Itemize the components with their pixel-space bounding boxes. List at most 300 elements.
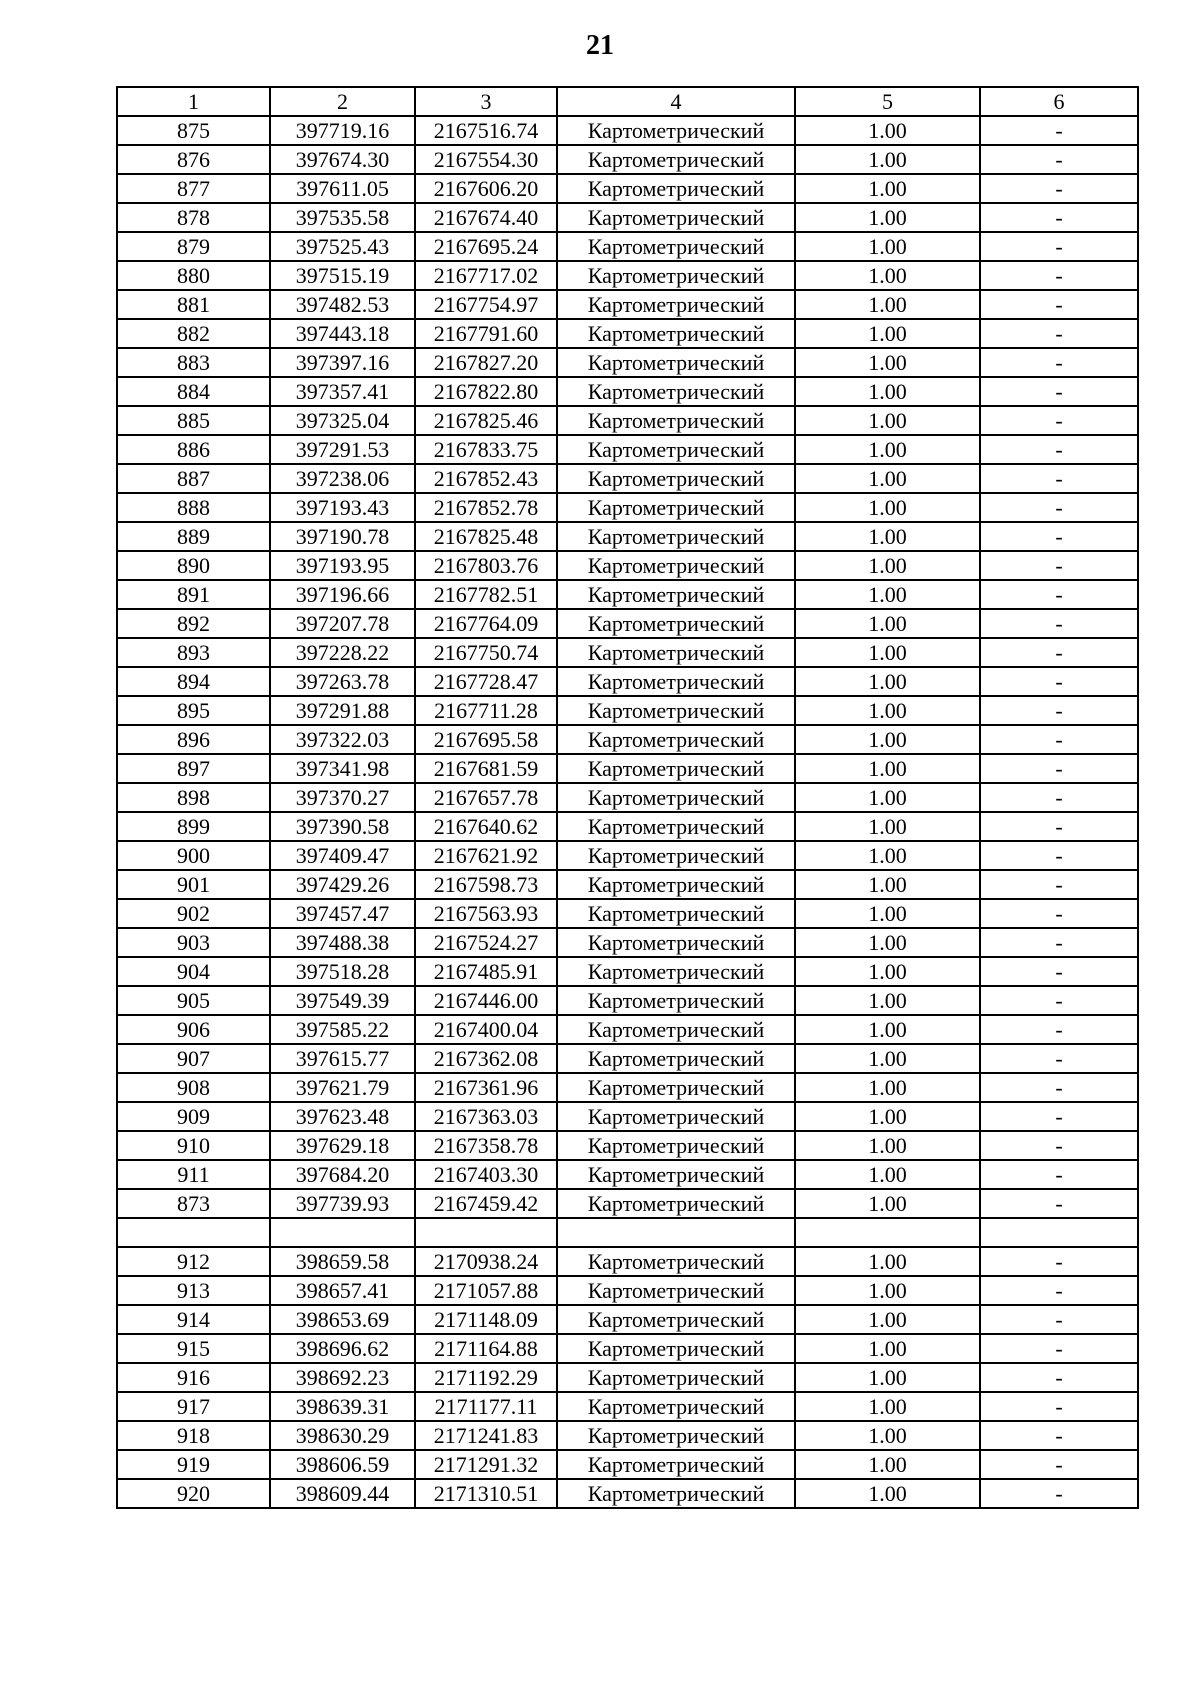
accuracy-cell: 1.00: [795, 1189, 980, 1218]
point-number-cell: 881: [117, 290, 270, 319]
method-cell: Картометрический: [557, 261, 795, 290]
method-cell: Картометрический: [557, 145, 795, 174]
method-cell: Картометрический: [557, 1102, 795, 1131]
method-cell: Картометрический: [557, 116, 795, 145]
x-coordinate-cell: 397325.04: [270, 406, 415, 435]
x-coordinate-cell: 398696.62: [270, 1334, 415, 1363]
x-coordinate-cell: 397611.05: [270, 174, 415, 203]
x-coordinate-cell: 397674.30: [270, 145, 415, 174]
accuracy-cell: 1.00: [795, 551, 980, 580]
method-cell: Картометрический: [557, 1363, 795, 1392]
point-number-cell: 913: [117, 1276, 270, 1305]
note-cell: -: [980, 957, 1138, 986]
accuracy-cell: 1.00: [795, 899, 980, 928]
note-cell: -: [980, 145, 1138, 174]
accuracy-cell: 1.00: [795, 348, 980, 377]
table-row: [117, 667, 1138, 696]
note-cell: -: [980, 667, 1138, 696]
method-cell: [557, 1218, 795, 1247]
point-number-cell: 906: [117, 1015, 270, 1044]
y-coordinate-cell: [415, 1218, 557, 1247]
table-row: [117, 928, 1138, 957]
x-coordinate-cell: 398657.41: [270, 1276, 415, 1305]
table-row: [117, 203, 1138, 232]
accuracy-cell: 1.00: [795, 522, 980, 551]
table-row: [117, 1305, 1138, 1334]
y-coordinate-cell: 2167681.59: [415, 754, 557, 783]
y-coordinate-cell: 2167361.96: [415, 1073, 557, 1102]
note-cell: -: [980, 1392, 1138, 1421]
table-row: [117, 812, 1138, 841]
method-cell: Картометрический: [557, 725, 795, 754]
y-coordinate-cell: 2167524.27: [415, 928, 557, 957]
y-coordinate-cell: 2167640.62: [415, 812, 557, 841]
method-cell: Картометрический: [557, 232, 795, 261]
table-row: [117, 1044, 1138, 1073]
point-number-cell: 888: [117, 493, 270, 522]
y-coordinate-cell: 2167657.78: [415, 783, 557, 812]
x-coordinate-cell: 397684.20: [270, 1160, 415, 1189]
note-cell: -: [980, 609, 1138, 638]
note-cell: -: [980, 580, 1138, 609]
column-header: 6: [980, 87, 1138, 116]
x-coordinate-cell: 397207.78: [270, 609, 415, 638]
accuracy-cell: 1.00: [795, 116, 980, 145]
x-coordinate-cell: 397322.03: [270, 725, 415, 754]
x-coordinate-cell: 397525.43: [270, 232, 415, 261]
y-coordinate-cell: 2167400.04: [415, 1015, 557, 1044]
y-coordinate-cell: 2170938.24: [415, 1247, 557, 1276]
point-number-cell: 878: [117, 203, 270, 232]
note-cell: -: [980, 116, 1138, 145]
point-number-cell: 903: [117, 928, 270, 957]
table-row: [117, 638, 1138, 667]
accuracy-cell: 1.00: [795, 1450, 980, 1479]
y-coordinate-cell: 2167852.43: [415, 464, 557, 493]
accuracy-cell: 1.00: [795, 667, 980, 696]
accuracy-cell: 1.00: [795, 203, 980, 232]
point-number-cell: 886: [117, 435, 270, 464]
note-cell: -: [980, 290, 1138, 319]
point-number-cell: [117, 1218, 270, 1247]
x-coordinate-cell: 397549.39: [270, 986, 415, 1015]
method-cell: Картометрический: [557, 1392, 795, 1421]
table-row: [117, 783, 1138, 812]
point-number-cell: 880: [117, 261, 270, 290]
method-cell: Картометрический: [557, 1044, 795, 1073]
note-cell: -: [980, 1160, 1138, 1189]
accuracy-cell: 1.00: [795, 406, 980, 435]
table-row: [117, 116, 1138, 145]
method-cell: Картометрический: [557, 870, 795, 899]
note-cell: -: [980, 1073, 1138, 1102]
accuracy-cell: 1.00: [795, 580, 980, 609]
table-row: [117, 609, 1138, 638]
y-coordinate-cell: 2167598.73: [415, 870, 557, 899]
x-coordinate-cell: 397429.26: [270, 870, 415, 899]
y-coordinate-cell: 2167362.08: [415, 1044, 557, 1073]
note-cell: -: [980, 1421, 1138, 1450]
table-row: [117, 754, 1138, 783]
note-cell: -: [980, 1102, 1138, 1131]
accuracy-cell: 1.00: [795, 145, 980, 174]
accuracy-cell: 1.00: [795, 1247, 980, 1276]
table-row: [117, 580, 1138, 609]
point-number-cell: 885: [117, 406, 270, 435]
x-coordinate-cell: 397291.88: [270, 696, 415, 725]
point-number-cell: 905: [117, 986, 270, 1015]
y-coordinate-cell: 2167803.76: [415, 551, 557, 580]
note-cell: -: [980, 261, 1138, 290]
point-number-cell: 917: [117, 1392, 270, 1421]
x-coordinate-cell: 397482.53: [270, 290, 415, 319]
y-coordinate-cell: 2167717.02: [415, 261, 557, 290]
method-cell: Картометрический: [557, 899, 795, 928]
x-coordinate-cell: 398659.58: [270, 1247, 415, 1276]
note-cell: -: [980, 464, 1138, 493]
table-row: [117, 1189, 1138, 1218]
x-coordinate-cell: 397190.78: [270, 522, 415, 551]
table-row: [117, 261, 1138, 290]
x-coordinate-cell: 398639.31: [270, 1392, 415, 1421]
accuracy-cell: 1.00: [795, 754, 980, 783]
note-cell: -: [980, 1044, 1138, 1073]
note-cell: -: [980, 493, 1138, 522]
note-cell: -: [980, 551, 1138, 580]
accuracy-cell: 1.00: [795, 232, 980, 261]
y-coordinate-cell: 2171164.88: [415, 1334, 557, 1363]
y-coordinate-cell: 2171241.83: [415, 1421, 557, 1450]
note-cell: -: [980, 783, 1138, 812]
note-cell: -: [980, 1276, 1138, 1305]
accuracy-cell: 1.00: [795, 1334, 980, 1363]
table-row: [117, 1247, 1138, 1276]
method-cell: Картометрический: [557, 377, 795, 406]
method-cell: Картометрический: [557, 667, 795, 696]
coordinates-table: [116, 86, 1139, 1509]
method-cell: Картометрический: [557, 1073, 795, 1102]
table-row: [117, 319, 1138, 348]
accuracy-cell: 1.00: [795, 1160, 980, 1189]
point-number-cell: 920: [117, 1479, 270, 1508]
page-number: 21: [586, 30, 614, 61]
note-cell: -: [980, 1363, 1138, 1392]
method-cell: Картометрический: [557, 696, 795, 725]
note-cell: -: [980, 1334, 1138, 1363]
x-coordinate-cell: 397457.47: [270, 899, 415, 928]
table-row: [117, 145, 1138, 174]
point-number-cell: 915: [117, 1334, 270, 1363]
method-cell: Картометрический: [557, 1305, 795, 1334]
table-row: [117, 290, 1138, 319]
table-row: [117, 464, 1138, 493]
x-coordinate-cell: 397585.22: [270, 1015, 415, 1044]
table-row: [117, 1131, 1138, 1160]
x-coordinate-cell: 397357.41: [270, 377, 415, 406]
x-coordinate-cell: 397390.58: [270, 812, 415, 841]
column-header: 1: [117, 87, 270, 116]
accuracy-cell: 1.00: [795, 290, 980, 319]
y-coordinate-cell: 2167446.00: [415, 986, 557, 1015]
x-coordinate-cell: 398630.29: [270, 1421, 415, 1450]
x-coordinate-cell: 397488.38: [270, 928, 415, 957]
y-coordinate-cell: 2167674.40: [415, 203, 557, 232]
point-number-cell: 892: [117, 609, 270, 638]
note-cell: -: [980, 638, 1138, 667]
y-coordinate-cell: 2167852.78: [415, 493, 557, 522]
y-coordinate-cell: 2167554.30: [415, 145, 557, 174]
table-row: [117, 435, 1138, 464]
column-header: 3: [415, 87, 557, 116]
table-row: [117, 1450, 1138, 1479]
x-coordinate-cell: 397341.98: [270, 754, 415, 783]
note-cell: -: [980, 899, 1138, 928]
accuracy-cell: 1.00: [795, 435, 980, 464]
point-number-cell: 901: [117, 870, 270, 899]
table-row: [117, 1015, 1138, 1044]
table-row: [117, 1363, 1138, 1392]
point-number-cell: 889: [117, 522, 270, 551]
accuracy-cell: 1.00: [795, 812, 980, 841]
x-coordinate-cell: 397615.77: [270, 1044, 415, 1073]
x-coordinate-cell: 397409.47: [270, 841, 415, 870]
method-cell: Картометрический: [557, 319, 795, 348]
method-cell: Картометрический: [557, 1276, 795, 1305]
accuracy-cell: 1.00: [795, 1131, 980, 1160]
y-coordinate-cell: 2167363.03: [415, 1102, 557, 1131]
note-cell: -: [980, 348, 1138, 377]
table-row: [117, 522, 1138, 551]
method-cell: Картометрический: [557, 609, 795, 638]
method-cell: Картометрический: [557, 841, 795, 870]
y-coordinate-cell: 2167750.74: [415, 638, 557, 667]
column-header: 2: [270, 87, 415, 116]
column-header: 4: [557, 87, 795, 116]
point-number-cell: 883: [117, 348, 270, 377]
method-cell: Картометрический: [557, 754, 795, 783]
note-cell: -: [980, 870, 1138, 899]
x-coordinate-cell: 397629.18: [270, 1131, 415, 1160]
x-coordinate-cell: 398653.69: [270, 1305, 415, 1334]
point-number-cell: 877: [117, 174, 270, 203]
y-coordinate-cell: 2167764.09: [415, 609, 557, 638]
note-cell: -: [980, 203, 1138, 232]
y-coordinate-cell: 2167754.97: [415, 290, 557, 319]
table-row: [117, 1218, 1138, 1247]
note-cell: -: [980, 928, 1138, 957]
y-coordinate-cell: 2167516.74: [415, 116, 557, 145]
note-cell: -: [980, 1131, 1138, 1160]
point-number-cell: 918: [117, 1421, 270, 1450]
method-cell: Картометрический: [557, 986, 795, 1015]
note-cell: -: [980, 841, 1138, 870]
note-cell: -: [980, 1015, 1138, 1044]
accuracy-cell: 1.00: [795, 1015, 980, 1044]
accuracy-cell: 1.00: [795, 609, 980, 638]
method-cell: Картометрический: [557, 203, 795, 232]
y-coordinate-cell: 2167606.20: [415, 174, 557, 203]
note-cell: -: [980, 1247, 1138, 1276]
accuracy-cell: 1.00: [795, 1102, 980, 1131]
method-cell: Картометрический: [557, 435, 795, 464]
note-cell: -: [980, 406, 1138, 435]
point-number-cell: 894: [117, 667, 270, 696]
point-number-cell: 875: [117, 116, 270, 145]
x-coordinate-cell: 397397.16: [270, 348, 415, 377]
accuracy-cell: 1.00: [795, 696, 980, 725]
y-coordinate-cell: 2171057.88: [415, 1276, 557, 1305]
table-row: [117, 551, 1138, 580]
y-coordinate-cell: 2167563.93: [415, 899, 557, 928]
point-number-cell: 910: [117, 1131, 270, 1160]
table-row: [117, 493, 1138, 522]
method-cell: Картометрический: [557, 957, 795, 986]
note-cell: -: [980, 754, 1138, 783]
accuracy-cell: 1.00: [795, 870, 980, 899]
table-row: [117, 174, 1138, 203]
method-cell: Картометрический: [557, 348, 795, 377]
accuracy-cell: 1.00: [795, 464, 980, 493]
method-cell: Картометрический: [557, 493, 795, 522]
point-number-cell: 902: [117, 899, 270, 928]
point-number-cell: 914: [117, 1305, 270, 1334]
point-number-cell: 893: [117, 638, 270, 667]
x-coordinate-cell: 397535.58: [270, 203, 415, 232]
method-cell: Картометрический: [557, 551, 795, 580]
y-coordinate-cell: 2167833.75: [415, 435, 557, 464]
y-coordinate-cell: 2167621.92: [415, 841, 557, 870]
table-row: [117, 1276, 1138, 1305]
point-number-cell: 891: [117, 580, 270, 609]
accuracy-cell: 1.00: [795, 1479, 980, 1508]
method-cell: Картометрический: [557, 1160, 795, 1189]
point-number-cell: 882: [117, 319, 270, 348]
y-coordinate-cell: 2167822.80: [415, 377, 557, 406]
accuracy-cell: [795, 1218, 980, 1247]
method-cell: Картометрический: [557, 638, 795, 667]
y-coordinate-cell: 2167791.60: [415, 319, 557, 348]
method-cell: Картометрический: [557, 406, 795, 435]
accuracy-cell: 1.00: [795, 1044, 980, 1073]
accuracy-cell: 1.00: [795, 841, 980, 870]
accuracy-cell: 1.00: [795, 493, 980, 522]
accuracy-cell: 1.00: [795, 725, 980, 754]
x-coordinate-cell: 398606.59: [270, 1450, 415, 1479]
method-cell: Картометрический: [557, 464, 795, 493]
note-cell: -: [980, 522, 1138, 551]
x-coordinate-cell: 397291.53: [270, 435, 415, 464]
method-cell: Картометрический: [557, 783, 795, 812]
point-number-cell: 887: [117, 464, 270, 493]
method-cell: Картометрический: [557, 1421, 795, 1450]
accuracy-cell: 1.00: [795, 261, 980, 290]
point-number-cell: 897: [117, 754, 270, 783]
header-row: [117, 87, 1138, 116]
table-row: [117, 1160, 1138, 1189]
x-coordinate-cell: 397623.48: [270, 1102, 415, 1131]
x-coordinate-cell: 397518.28: [270, 957, 415, 986]
y-coordinate-cell: 2171291.32: [415, 1450, 557, 1479]
table-body: [117, 116, 1138, 1508]
table-row: [117, 406, 1138, 435]
accuracy-cell: 1.00: [795, 928, 980, 957]
note-cell: -: [980, 725, 1138, 754]
x-coordinate-cell: 397228.22: [270, 638, 415, 667]
accuracy-cell: 1.00: [795, 1421, 980, 1450]
y-coordinate-cell: 2167825.46: [415, 406, 557, 435]
table-row: [117, 1421, 1138, 1450]
table-row: [117, 1334, 1138, 1363]
y-coordinate-cell: 2171310.51: [415, 1479, 557, 1508]
note-cell: -: [980, 812, 1138, 841]
table-row: [117, 870, 1138, 899]
accuracy-cell: 1.00: [795, 377, 980, 406]
accuracy-cell: 1.00: [795, 1276, 980, 1305]
y-coordinate-cell: 2167403.30: [415, 1160, 557, 1189]
table-row: [117, 696, 1138, 725]
x-coordinate-cell: 397370.27: [270, 783, 415, 812]
x-coordinate-cell: 397719.16: [270, 116, 415, 145]
y-coordinate-cell: 2167358.78: [415, 1131, 557, 1160]
accuracy-cell: 1.00: [795, 986, 980, 1015]
method-cell: Картометрический: [557, 1450, 795, 1479]
table-header: [117, 87, 1138, 116]
note-cell: -: [980, 1189, 1138, 1218]
y-coordinate-cell: 2167827.20: [415, 348, 557, 377]
table-row: [117, 1392, 1138, 1421]
note-cell: [980, 1218, 1138, 1247]
method-cell: Картометрический: [557, 1247, 795, 1276]
column-header: 5: [795, 87, 980, 116]
method-cell: Картометрический: [557, 290, 795, 319]
x-coordinate-cell: 397238.06: [270, 464, 415, 493]
method-cell: Картометрический: [557, 1131, 795, 1160]
y-coordinate-cell: 2167695.24: [415, 232, 557, 261]
y-coordinate-cell: 2167825.48: [415, 522, 557, 551]
x-coordinate-cell: [270, 1218, 415, 1247]
point-number-cell: 908: [117, 1073, 270, 1102]
note-cell: -: [980, 232, 1138, 261]
accuracy-cell: 1.00: [795, 319, 980, 348]
note-cell: -: [980, 1479, 1138, 1508]
x-coordinate-cell: 397515.19: [270, 261, 415, 290]
y-coordinate-cell: 2167782.51: [415, 580, 557, 609]
y-coordinate-cell: 2167728.47: [415, 667, 557, 696]
y-coordinate-cell: 2171148.09: [415, 1305, 557, 1334]
point-number-cell: 907: [117, 1044, 270, 1073]
table-row: [117, 899, 1138, 928]
accuracy-cell: 1.00: [795, 1363, 980, 1392]
point-number-cell: 900: [117, 841, 270, 870]
x-coordinate-cell: 397196.66: [270, 580, 415, 609]
table-row: [117, 1479, 1138, 1508]
x-coordinate-cell: 397193.43: [270, 493, 415, 522]
note-cell: -: [980, 174, 1138, 203]
x-coordinate-cell: 397739.93: [270, 1189, 415, 1218]
note-cell: -: [980, 986, 1138, 1015]
point-number-cell: 896: [117, 725, 270, 754]
method-cell: Картометрический: [557, 1189, 795, 1218]
accuracy-cell: 1.00: [795, 957, 980, 986]
y-coordinate-cell: 2171192.29: [415, 1363, 557, 1392]
y-coordinate-cell: 2167695.58: [415, 725, 557, 754]
x-coordinate-cell: 397621.79: [270, 1073, 415, 1102]
y-coordinate-cell: 2167485.91: [415, 957, 557, 986]
method-cell: Картометрический: [557, 1479, 795, 1508]
x-coordinate-cell: 398692.23: [270, 1363, 415, 1392]
x-coordinate-cell: 398609.44: [270, 1479, 415, 1508]
point-number-cell: 912: [117, 1247, 270, 1276]
